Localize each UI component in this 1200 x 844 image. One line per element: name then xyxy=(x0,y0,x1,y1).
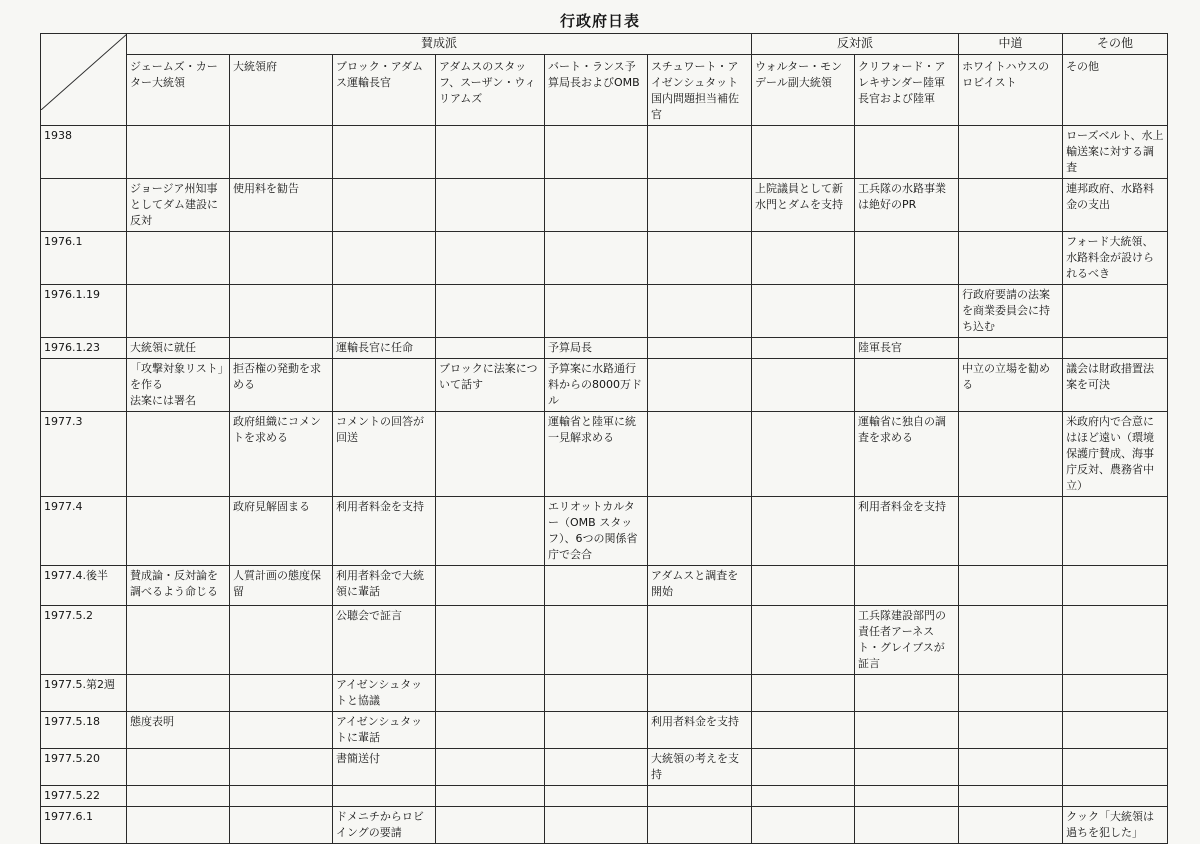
cell-text: アイゼンシュタットに輩話 xyxy=(336,715,423,744)
table-cell xyxy=(1063,338,1168,359)
cell-text: 連邦政府、水路料金の支出 xyxy=(1066,182,1155,211)
cell-text: コメントの回答が回送 xyxy=(336,415,424,444)
table-cell xyxy=(855,179,959,232)
cell-text: ローズベルト、水上輸送案に対する調査 xyxy=(1066,129,1164,174)
cell-text: 議会は財政措置法案を可決 xyxy=(1066,362,1155,391)
date-cell: 1977.4.後半 xyxy=(41,566,127,606)
cell-text: 人質計画の態度保留 xyxy=(233,569,321,598)
table-cell xyxy=(127,807,230,844)
cell-text: 米政府内で合意にはほど遠い（環境保護庁賛成、海事庁反対、農務省中立） xyxy=(1066,415,1155,492)
table-cell xyxy=(545,497,648,566)
table-cell xyxy=(333,126,436,179)
table-row xyxy=(41,126,1168,179)
cell-text: ドメニチからロビイングの要請 xyxy=(336,810,424,839)
table-cell xyxy=(959,232,1063,285)
date-cell xyxy=(41,179,127,232)
table-cell xyxy=(752,675,855,712)
cell-text: 大統領の考えを支持 xyxy=(651,752,739,781)
table-cell xyxy=(648,338,752,359)
table-cell xyxy=(127,232,230,285)
table-cell xyxy=(1063,786,1168,807)
table-cell xyxy=(752,712,855,749)
table-cell xyxy=(1063,497,1168,566)
cell-text: 態度表明 xyxy=(130,715,174,728)
table-cell xyxy=(959,497,1063,566)
table-cell xyxy=(436,606,545,675)
table-cell xyxy=(648,412,752,497)
table-cell xyxy=(436,497,545,566)
table-cell xyxy=(230,606,333,675)
table-row xyxy=(41,675,1168,712)
column-header: 大統領府 xyxy=(230,55,333,126)
table-cell xyxy=(230,712,333,749)
table-cell xyxy=(333,675,436,712)
table-cell xyxy=(230,675,333,712)
table-cell xyxy=(855,786,959,807)
table-cell xyxy=(333,412,436,497)
table-cell xyxy=(127,675,230,712)
column-header: ブロック・アダムス運輸長官 xyxy=(333,55,436,126)
table-cell xyxy=(127,285,230,338)
header-corner-cell xyxy=(41,34,127,126)
cell-text: ブロックに法案について話す xyxy=(439,362,538,391)
table-row xyxy=(41,338,1168,359)
column-header-row xyxy=(41,55,1168,126)
timeline-body xyxy=(41,126,1168,844)
table-cell xyxy=(959,285,1063,338)
table-cell xyxy=(855,712,959,749)
table-cell xyxy=(436,566,545,606)
table-cell xyxy=(648,786,752,807)
table-row xyxy=(41,566,1168,606)
table-row xyxy=(41,749,1168,786)
table-cell xyxy=(436,712,545,749)
cell-text: クック「大統領は過ちを犯した」 xyxy=(1066,810,1155,839)
group-header-other: その他 xyxy=(1063,34,1168,55)
table-cell xyxy=(959,712,1063,749)
table-cell xyxy=(1063,675,1168,712)
table-cell xyxy=(436,675,545,712)
table-cell xyxy=(648,285,752,338)
table-cell xyxy=(855,675,959,712)
cell-text: アイゼンシュタットと協議 xyxy=(336,678,423,707)
table-cell xyxy=(545,675,648,712)
cell-text: 工兵隊建設部門の責任者アーネスト・グレイブスが証言 xyxy=(858,609,947,670)
table-cell xyxy=(648,675,752,712)
table-cell xyxy=(436,786,545,807)
table-cell xyxy=(127,749,230,786)
table-cell xyxy=(545,606,648,675)
table-cell xyxy=(752,566,855,606)
table-cell xyxy=(127,497,230,566)
date-cell xyxy=(41,359,127,412)
table-cell xyxy=(436,807,545,844)
cell-text: 大統領に就任 xyxy=(130,341,196,354)
table-cell xyxy=(333,749,436,786)
table-cell xyxy=(959,606,1063,675)
table-cell xyxy=(127,359,230,412)
table-cell xyxy=(545,338,648,359)
table-cell xyxy=(230,232,333,285)
table-row xyxy=(41,285,1168,338)
table-cell xyxy=(230,807,333,844)
table-cell xyxy=(959,412,1063,497)
table-cell xyxy=(752,338,855,359)
table-cell xyxy=(333,179,436,232)
document-title: 行政府日表 xyxy=(559,12,640,30)
cell-text: 政府見解固まる xyxy=(233,500,310,513)
column-header: ホワイトハウスのロビイスト xyxy=(959,55,1063,126)
date-cell: 1977.5.2 xyxy=(41,606,127,675)
column-header: バート・ランス予算局長およびOMB xyxy=(545,55,648,126)
table-cell xyxy=(230,126,333,179)
table-row xyxy=(41,232,1168,285)
cell-text: 上院議員として新水門とダムを支持 xyxy=(755,182,844,211)
table-cell xyxy=(959,749,1063,786)
table-cell xyxy=(545,807,648,844)
table-cell xyxy=(959,359,1063,412)
table-cell xyxy=(545,285,648,338)
table-cell xyxy=(752,359,855,412)
table-cell xyxy=(333,566,436,606)
table-cell xyxy=(127,412,230,497)
table-row xyxy=(41,179,1168,232)
cell-text: アダムスと調査を開始 xyxy=(651,569,739,598)
table-cell xyxy=(648,807,752,844)
date-cell: 1977.5.22 xyxy=(41,786,127,807)
table-cell xyxy=(752,232,855,285)
table-row xyxy=(41,412,1168,497)
table-cell xyxy=(855,566,959,606)
table-cell xyxy=(1063,412,1168,497)
table-cell xyxy=(333,712,436,749)
table-cell xyxy=(855,497,959,566)
column-header: ジェームズ・カーター大統領 xyxy=(127,55,230,126)
table-cell xyxy=(752,179,855,232)
table-cell xyxy=(436,232,545,285)
table-cell xyxy=(855,232,959,285)
cell-text: 中立の立場を勧める xyxy=(962,362,1051,391)
cell-text: 運輸長官に任命 xyxy=(336,341,413,354)
date-cell: 1977.5.20 xyxy=(41,749,127,786)
table-cell xyxy=(545,749,648,786)
group-header-oppose: 反対派 xyxy=(752,34,959,55)
table-cell xyxy=(545,566,648,606)
table-cell xyxy=(855,359,959,412)
table-cell xyxy=(230,412,333,497)
table-cell xyxy=(752,807,855,844)
table-cell xyxy=(127,338,230,359)
cell-text: 「攻撃対象リスト」を作る xyxy=(130,362,224,391)
table-cell xyxy=(1063,749,1168,786)
cell-text: 賛成論・反対論を調べるよう命じる xyxy=(130,569,218,598)
table-cell xyxy=(648,497,752,566)
cell-text: フォード大統領、水路料金が設けられるべき xyxy=(1066,235,1155,280)
table-cell xyxy=(333,338,436,359)
table-cell xyxy=(436,285,545,338)
table-cell xyxy=(436,179,545,232)
table-cell xyxy=(752,412,855,497)
table-cell xyxy=(127,712,230,749)
table-cell xyxy=(545,179,648,232)
cell-text: 利用者料金を支持 xyxy=(651,715,739,728)
group-header-support: 賛成派 xyxy=(127,34,752,55)
group-header-neutral: 中道 xyxy=(959,34,1063,55)
table-cell xyxy=(333,606,436,675)
table-cell xyxy=(648,566,752,606)
table-cell xyxy=(648,232,752,285)
table-cell xyxy=(1063,232,1168,285)
table-cell xyxy=(127,126,230,179)
table-cell xyxy=(545,232,648,285)
table-cell xyxy=(1063,566,1168,606)
cell-text: ジョージア州知事としてダム建設に反対 xyxy=(130,182,218,227)
table-cell xyxy=(436,412,545,497)
table-cell xyxy=(333,786,436,807)
table-cell xyxy=(1063,179,1168,232)
cell-text: 使用料を勧告 xyxy=(233,182,299,195)
table-cell xyxy=(959,179,1063,232)
cell-text: 公聴会で証言 xyxy=(336,609,402,622)
table-cell xyxy=(648,179,752,232)
table-cell xyxy=(752,606,855,675)
diagonal-divider xyxy=(41,34,127,110)
table-cell xyxy=(436,338,545,359)
table-cell xyxy=(959,566,1063,606)
table-cell xyxy=(1063,807,1168,844)
cell-text: 行政府要請の法案を商業委員会に持ち込む xyxy=(962,288,1051,333)
table-cell xyxy=(752,497,855,566)
table-cell xyxy=(230,786,333,807)
table-row xyxy=(41,606,1168,675)
cell-text: 運輸省に独自の調査を求める xyxy=(858,415,947,444)
table-cell xyxy=(959,807,1063,844)
table-cell xyxy=(855,412,959,497)
table-cell xyxy=(436,749,545,786)
table-cell xyxy=(436,359,545,412)
date-cell: 1977.4 xyxy=(41,497,127,566)
table-cell xyxy=(545,412,648,497)
table-cell xyxy=(855,338,959,359)
table-cell xyxy=(333,232,436,285)
table-cell xyxy=(1063,712,1168,749)
column-header: アダムスのスタッフ、スーザン・ウィリアムズ xyxy=(436,55,545,126)
table-cell xyxy=(545,126,648,179)
table-cell xyxy=(648,359,752,412)
table-cell xyxy=(230,285,333,338)
date-cell: 1938 xyxy=(41,126,127,179)
table-row xyxy=(41,786,1168,807)
table-cell xyxy=(959,338,1063,359)
table-cell xyxy=(127,566,230,606)
table-cell xyxy=(855,606,959,675)
cell-text: 法案には署名 xyxy=(130,394,196,407)
table-cell xyxy=(230,497,333,566)
date-cell: 1976.1.23 xyxy=(41,338,127,359)
date-cell: 1976.1.19 xyxy=(41,285,127,338)
table-cell xyxy=(752,285,855,338)
table-cell xyxy=(230,566,333,606)
table-cell xyxy=(648,126,752,179)
date-cell: 1977.5.18 xyxy=(41,712,127,749)
table-cell xyxy=(1063,359,1168,412)
table-cell xyxy=(752,786,855,807)
table-cell xyxy=(436,126,545,179)
cell-text: 政府組織にコメントを求める xyxy=(233,415,321,444)
column-header: スチュワート・アイゼンシュタット国内問題担当補佐官 xyxy=(648,55,752,126)
table-cell xyxy=(959,126,1063,179)
table-cell xyxy=(752,749,855,786)
table-cell xyxy=(648,712,752,749)
table-cell xyxy=(333,359,436,412)
cell-text: 拒否権の発動を求める xyxy=(233,362,321,391)
table-cell xyxy=(230,359,333,412)
table-cell xyxy=(230,749,333,786)
table-cell xyxy=(648,749,752,786)
table-cell xyxy=(855,749,959,786)
table-row xyxy=(41,359,1168,412)
table-cell xyxy=(230,338,333,359)
cell-text: 利用者料金で大統領に輩話 xyxy=(336,569,424,598)
table-cell xyxy=(1063,606,1168,675)
table-cell xyxy=(752,126,855,179)
table-cell xyxy=(855,807,959,844)
table-cell xyxy=(648,606,752,675)
table-cell xyxy=(333,807,436,844)
cell-text: 工兵隊の水路事業は絶好のPR xyxy=(858,182,947,211)
table-cell xyxy=(333,497,436,566)
date-cell: 1977.6.1 xyxy=(41,807,127,844)
cell-text: 利用者料金を支持 xyxy=(336,500,424,513)
cell-text: 書簡送付 xyxy=(336,752,380,765)
cell-text: 利用者料金を支持 xyxy=(858,500,947,513)
table-cell xyxy=(959,786,1063,807)
table-row xyxy=(41,807,1168,844)
table-cell xyxy=(855,126,959,179)
date-cell: 1977.5.第2週 xyxy=(41,675,127,712)
table-cell xyxy=(959,675,1063,712)
table-row xyxy=(41,712,1168,749)
date-cell: 1976.1 xyxy=(41,232,127,285)
table-cell xyxy=(1063,285,1168,338)
table-cell xyxy=(333,285,436,338)
table-cell xyxy=(545,786,648,807)
table-cell xyxy=(855,285,959,338)
table-cell xyxy=(545,359,648,412)
table-cell xyxy=(127,606,230,675)
cell-text: 予算局長 xyxy=(548,341,592,354)
table-row xyxy=(41,497,1168,566)
table-cell xyxy=(1063,126,1168,179)
table-cell xyxy=(545,712,648,749)
cell-text: 運輸省と陸軍に統一見解求める xyxy=(548,415,636,444)
timeline-table xyxy=(40,33,1168,844)
table-cell xyxy=(127,786,230,807)
column-header: その他 xyxy=(1063,55,1168,126)
column-header: クリフォード・アレキサンダー陸軍長官および陸軍 xyxy=(855,55,959,126)
cell-text: エリオットカルター（OMB スタッフ）、6つの関係省庁で会合 xyxy=(548,500,638,561)
table-cell xyxy=(230,179,333,232)
table-cell xyxy=(127,179,230,232)
date-cell: 1977.3 xyxy=(41,412,127,497)
column-header: ウォルター・モンデール副大統領 xyxy=(752,55,855,126)
cell-text: 陸軍長官 xyxy=(858,341,903,354)
cell-text: 予算案に水路通行料からの8000万ドル xyxy=(548,362,642,407)
